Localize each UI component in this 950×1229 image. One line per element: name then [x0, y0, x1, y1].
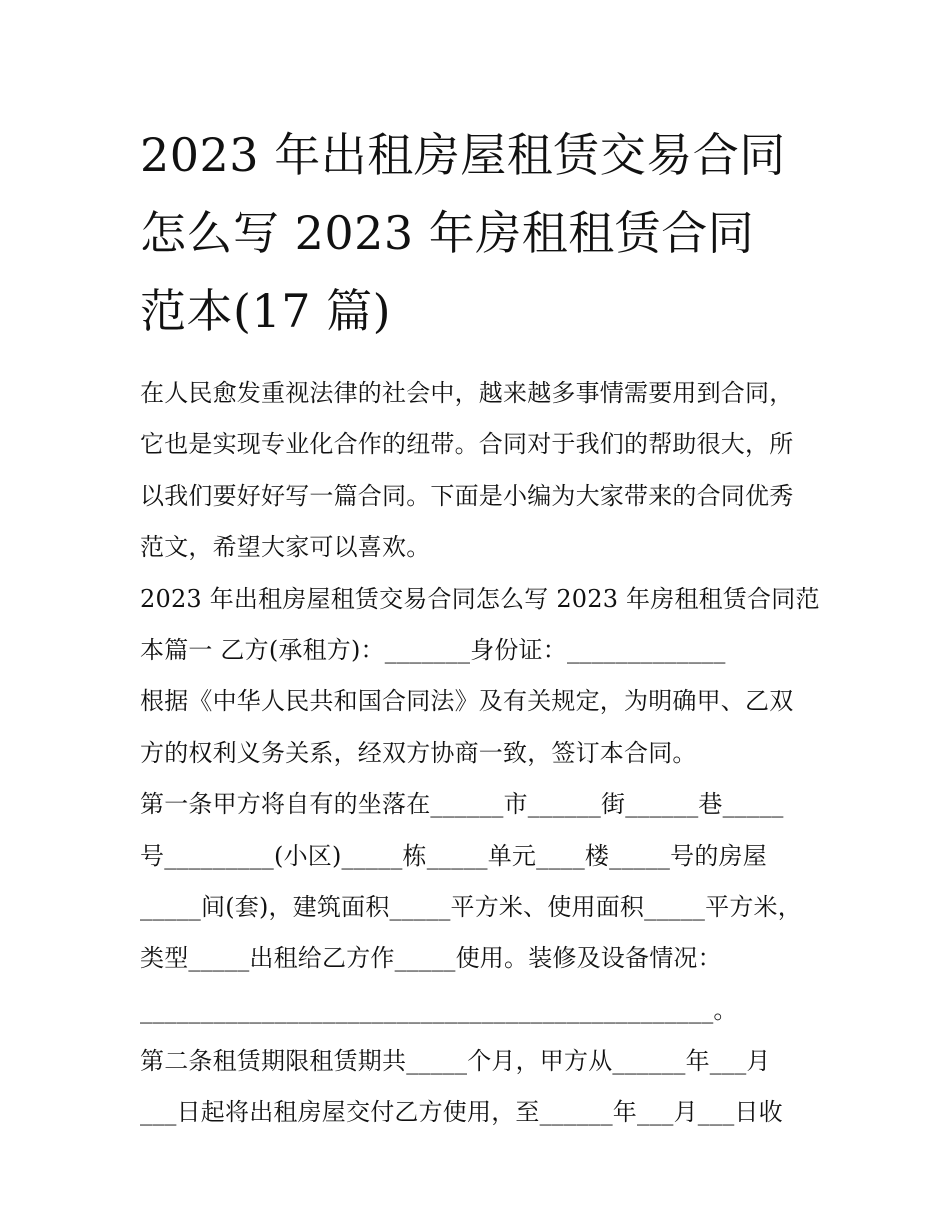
body-line: 它也是实现专业化合作的纽带。合同对于我们的帮助很大，所 [140, 430, 794, 459]
title-line: 范本(17 篇) [140, 284, 392, 338]
body-line: 号_________(小区)_____栋_____单元____楼_____号的房屋 [140, 841, 767, 870]
body-line: 本篇一 乙方(承租方)：_______身份证：_____________ [140, 635, 726, 664]
body-line: 2023 年出租房屋租赁交易合同怎么写 2023 年房租租赁合同范 [140, 584, 820, 613]
body-line: _____间(套)，建筑面积_____平方米、使用面积_____平方米， [140, 892, 802, 921]
title-line: 2023 年出租房屋租赁交易合同 [140, 128, 786, 182]
document-page [140, 116, 820, 1139]
body-line: 方的权利义务关系，经双方协商一致，签订本合同。 [140, 738, 697, 767]
body-line: 以我们要好好写一篇合同。下面是小编为大家带来的合同优秀 [140, 481, 794, 510]
document-title [140, 116, 820, 350]
body-line: 第一条甲方将自有的坐落在______市______街______巷_____ [140, 790, 784, 819]
body-line: 类型_____出租给乙方作_____使用。装修及设备情况： [140, 944, 722, 973]
body-line: _______________________________________________。 [140, 995, 738, 1024]
body-line: 在人民愈发重视法律的社会中，越来越多事情需要用到合同， [140, 379, 794, 407]
body-line: 第二条租赁期限租赁期共_____个月，甲方从______年___月 [140, 1047, 771, 1076]
document-body [140, 368, 820, 1139]
body-line: ___日起将出租房屋交付乙方使用，至______年___月___日收 [140, 1098, 783, 1127]
body-line: 根据《中华人民共和国合同法》及有关规定，为明确甲、乙双 [140, 687, 794, 716]
title-line: 怎么写 2023 年房租租赁合同 [140, 206, 755, 260]
body-line: 范文，希望大家可以喜欢。 [140, 533, 431, 562]
